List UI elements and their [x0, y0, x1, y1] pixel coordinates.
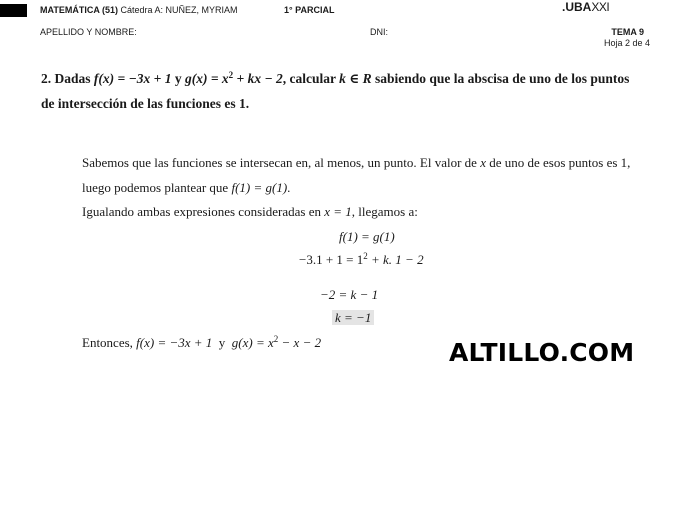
- solution-text: Sabemos que las funciones se intersecan en, al menos, un punto. El valor de: [82, 155, 481, 170]
- problem-text: 2. Dadas: [41, 71, 94, 86]
- solution-text: Igualando ambas expresiones consideradas en: [82, 204, 325, 219]
- final-g-rest: − x − 2: [278, 335, 322, 350]
- solution-line-1: [82, 155, 630, 171]
- black-bar: [0, 4, 27, 17]
- problem-text: , calcular: [282, 71, 340, 86]
- dni-label: DNI:: [370, 27, 388, 37]
- problem-text: y: [171, 71, 185, 86]
- solution-equation: x = 1: [324, 204, 352, 219]
- course-title: [40, 5, 238, 15]
- problem-statement-line-2: de intersección de las funciones es 1.: [41, 96, 250, 111]
- equation-3: −2 = k − 1: [320, 287, 379, 302]
- uba-logo: [562, 0, 609, 14]
- hoja-label: Hoja 2 de 4: [603, 38, 650, 48]
- final-g-exponent: 2: [273, 334, 279, 344]
- solution-text: de uno de esos puntos es 1,: [485, 155, 631, 170]
- solution-equation: f(1) = g(1): [231, 180, 288, 195]
- problem-g-rest: + kx − 2: [233, 71, 283, 86]
- equation-2-left: −3.1 + 1 = 1: [299, 252, 364, 267]
- problem-k-in-r: k ∈ R: [339, 71, 372, 86]
- final-conjunction: y: [212, 335, 232, 350]
- subject: MATEMÁTICA (51): [40, 5, 118, 15]
- solution-text: , llegamos a:: [351, 204, 418, 219]
- solution-line-3: [82, 204, 418, 220]
- problem-g: g(x) = x: [184, 71, 229, 86]
- tema-label: TEMA 9: [611, 27, 644, 37]
- uba-logo-prefix: .UBA: [562, 0, 592, 14]
- final-label: Entonces,: [82, 335, 137, 350]
- altillo-watermark: ALTILLO.COM: [449, 338, 635, 367]
- problem-statement-line-1: [41, 71, 629, 87]
- problem-f: f(x) = −3x + 1: [93, 71, 172, 86]
- exam-label: 1° PARCIAL: [284, 5, 335, 15]
- catedra: Cátedra A: NUÑEZ, MYRIAM: [120, 5, 238, 15]
- solution-text: .: [287, 180, 291, 195]
- solution-line-2: [82, 180, 290, 196]
- equation-1: f(1) = g(1): [339, 229, 395, 244]
- problem-text: sabiendo que la abscisa de uno de los puntos: [371, 71, 630, 86]
- problem-g-exponent: 2: [228, 70, 234, 80]
- equation-2: [299, 252, 424, 268]
- equation-2-right: + k. 1 − 2: [367, 252, 424, 267]
- equation-2-exponent: 2: [363, 251, 368, 261]
- name-label: APELLIDO Y NOMBRE:: [40, 27, 137, 37]
- solution-var-x: x: [480, 155, 486, 170]
- final-line: [82, 335, 321, 351]
- solution-text: luego podemos plantear que: [82, 180, 232, 195]
- final-g: g(x) = x: [231, 335, 274, 350]
- result-highlight: k = −1: [332, 310, 374, 325]
- final-f: f(x) = −3x + 1: [136, 335, 213, 350]
- equation-4: [332, 310, 374, 326]
- uba-logo-suffix: XXI: [591, 0, 610, 14]
